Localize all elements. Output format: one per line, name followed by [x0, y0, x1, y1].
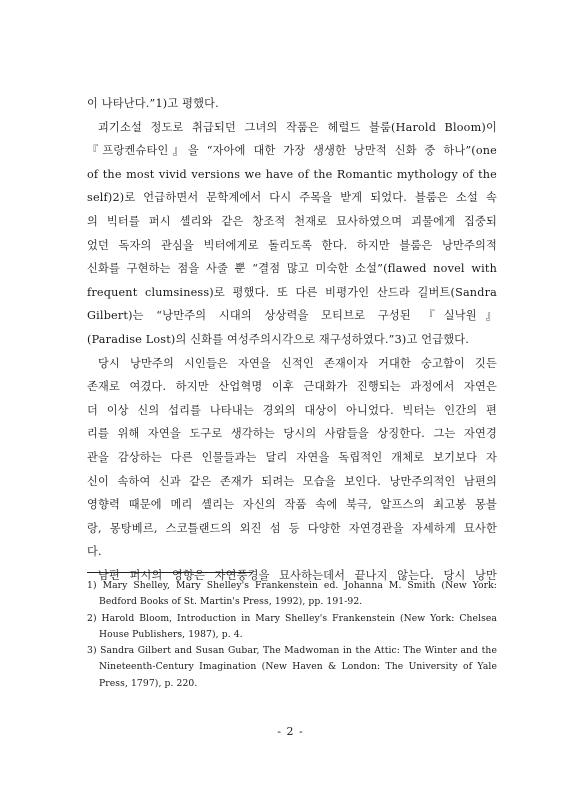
body-line: 『프랑켄슈타인』을 “자아에 대한 가장 생생한 낭만적 신화 중 하나”(one: [87, 144, 497, 158]
body-line: 관을 감상하는 다른 인물들과는 달리 자연을 독립적인 개체로 보기보다 자: [87, 450, 497, 464]
footnote-line: Nineteenth-Century Imagination (New Haven & London: The University of Yale: [99, 661, 497, 673]
body-line: 리를 위해 자연을 도구로 생각하는 당시의 사람들을 상징한다. 그는 자연경: [87, 427, 497, 441]
footnote-line: 1) Mary Shelley, Mary Shelley's Frankenstein ed. Johanna M. Smith (New York:: [87, 580, 497, 591]
body-line: 신화를 구현하는 점을 사줄 뿐 “결점 많고 미숙한 소설”(flawed novel with: [87, 262, 497, 276]
body-line: 당시 낭만주의 시인들은 자연을 신적인 존재이자 거대한 숭고함이 깃든: [98, 356, 497, 370]
body-line: 존재로 여겼다. 하지만 산업혁명 이후 근대화가 진행되는 과정에서 자연은: [87, 380, 497, 394]
footnote-line: House Publishers, 1987), p. 4.: [99, 628, 243, 640]
body-text: [87, 92, 497, 587]
page-number: - 2 -: [277, 725, 304, 738]
footnotes: [87, 578, 497, 692]
body-line: (Paradise Lost)의 신화를 여성주의시각으로 재구성하였다.”3)고 언급했다.: [87, 332, 470, 346]
body-line: self)2)로 언급하면서 문학계에서 다시 주목을 받게 되었다. 블룸은 소설 속: [87, 191, 497, 205]
footnote-line: 2) Harold Bloom, Introduction in Mary Shelley's Frankenstein (New York: Chelsea: [87, 612, 497, 624]
body-line: 랑, 몽탕베르, 스코틀랜드의 외진 섬 등 다양한 자연경관을 자세하게 묘사한: [87, 521, 497, 535]
body-line: frequent clumsiness)로 평했다. 또 다른 비평가인 산드라 길버트(Sandra: [87, 285, 497, 299]
body-line: 다.: [87, 545, 102, 559]
footnote-line: Bedford Books of St. Martin's Press, 1992), pp. 191-92.: [99, 596, 363, 608]
body-line: Gilbert)는 “낭만주의 시대의 상상력을 모티브로 구성된 『실낙원』: [87, 309, 497, 323]
body-line: 영향력 때문에 메리 셸리는 자신의 작품 속에 북극, 알프스의 최고봉 몽블: [87, 498, 497, 512]
footnote-divider: [87, 572, 252, 573]
body-line: 더 이상 신의 섭리를 나타내는 경외의 대상이 아니었다. 빅터는 인간의 편: [87, 403, 497, 417]
body-line: 남편 퍼시의 영향은 자연풍경을 묘사하는데서 끝나지 않는다. 당시 낭만: [98, 568, 497, 582]
body-line: of the most vivid versions we have of the Romantic mythology of the: [87, 167, 497, 181]
body-line: 신이 속하여 신과 같은 존재가 되려는 모습을 보인다. 낭만주의적인 남편의: [87, 474, 497, 488]
body-line: 었던 독자의 관심을 빅터에게로 돌리도록 한다. 하지만 블룸은 낭만주의적: [87, 238, 497, 252]
body-line: 이 나타난다.”1)고 평했다.: [87, 97, 219, 110]
footnote-line: 3) Sandra Gilbert and Susan Gubar, The Madwoman in the Attic: The Winter and the: [87, 645, 497, 657]
body-line: 의 빅터를 퍼시 셸리와 같은 창조적 천재로 묘사하였으며 괴물에게 집중되: [87, 214, 497, 228]
body-line: 괴기소설 정도로 취급되던 그녀의 작품은 헤럴드 블룸(Harold Bloom)이: [98, 120, 497, 134]
footnote-line: Press, 1797), p. 220.: [99, 677, 198, 689]
